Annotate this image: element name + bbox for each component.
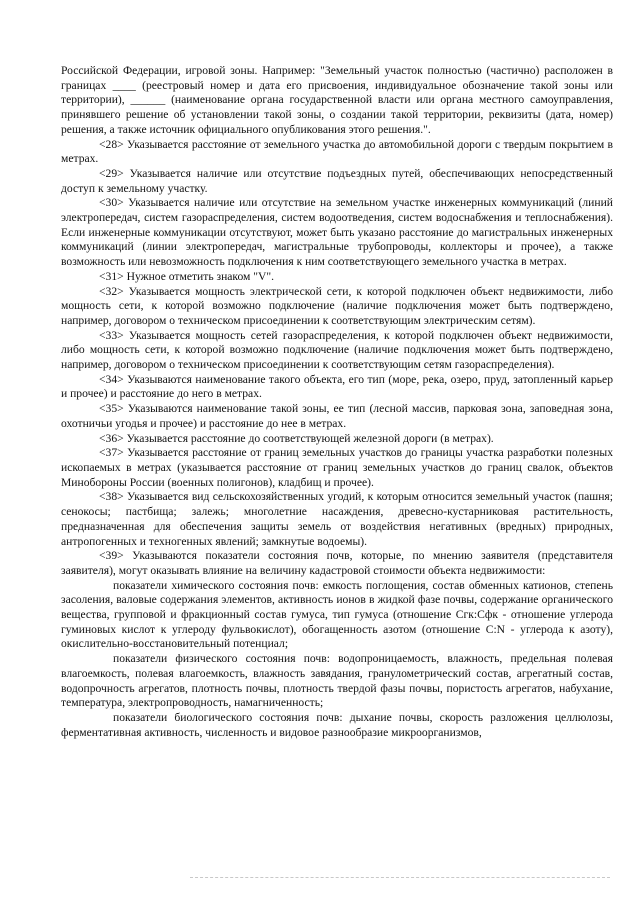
paragraph-continuation: Российской Федерации, игровой зоны. Например: "Земельный участок полностью (частично) расположен в границах ____ (реестровый номер и дата его присвоения, индивидуальное обозначение такой зоны или территории), ______ (наименование органа государственной власти или органа местного самоуправления, принявшего решение об установлении такой зоны, о создании такой территории, реквизиты (дата, номер) решения, а также источник официального опубликования этого решения.". [61,64,613,136]
footnote-35: <35> Указываются наименование такой зоны, ее тип (лесной массив, парковая зона, заповедная зона, охотничьи угодья и прочее) и расстояние до нее в метрах. [61,402,613,430]
footnote-28: <28> Указывается расстояние от земельного участка до автомобильной дороги с твердым покрытием в метрах. [61,137,613,166]
footnote-38: <38> Указывается вид сельскохозяйственных угодий, к которым относится земельный участок (пашня; сенокосы; пастбища; залежь; многолетние насаждения, древесно-кустарниковая растительность, предназначенная для обеспечения защиты земель от воздействия негативных (вредных) природных, антропогенных и техногенных явлений; замкнутые водоемы). [61,490,613,548]
soil-physical-indicators: показатели физического состояния почв: водопроницаемость, влажность, предельная полевая влагоемкость, полевая влагоемкость, влажность завядания, гранулометрический состав, агрегатный состав, водопрочность агрегатов, плотность почвы, плотность твердой фазы почвы, пористость агрегатов, набухание, температура, электропроводность, намагниченность; [61,652,613,710]
soil-chemical-indicators: показатели химического состояния почв: емкость поглощения, состав обменных катионов, степень засоления, валовые содержания элементов, активность ионов в жидкой фазе почвы, содержание органического вещества, групповой и фракционный состав гумуса, тип гумуса (отношение Сгк:Сфк - отношение углерода гуминовых кислот к углероду фульвокислот), обогащенность азотом (отношение C:N - углерода к азоту), окислительно-восстановительный потенциал; [61,578,613,651]
footnote-39: <39> Указываются показатели состояния почв, которые, по мнению заявителя (представителя заявителя), могут оказывать влияние на величину кадастровой стоимости объекта недвижимости: [61,549,613,577]
document-page [61,64,613,740]
footnote-29: <29> Указывается наличие или отсутствие подъездных путей, обеспечивающих непосредственный доступ к земельному участку. [61,166,613,195]
footnote-32: <32> Указывается мощность электрической сети, к которой подключен объект недвижимости, либо мощность сети, к которой возможно подключение (наличие подключения может быть подтверждено, например, договором о техническом присоединении к соответствующим электрическим сетям). [61,284,613,327]
footnote-36: <36> Указывается расстояние до соответствующей железной дороги (в метрах). [99,431,494,445]
page-bottom-divider [190,877,610,878]
footnote-37: <37> Указывается расстояние от границ земельных участков до границы участка разработки полезных ископаемых в метрах (указывается расстояние от границ земельных участков до границ свалок, объектов Минобороны России (военных полигонов), кладбищ и прочее). [61,446,613,489]
footnote-34: <34> Указываются наименование такого объекта, его тип (море, река, озеро, пруд, затопленный карьер и прочее) и расстояние до него в метрах. [61,372,613,401]
footnote-33: <33> Указывается мощность сетей газораспределения, к которой подключен объект недвижимости, либо мощность сети, к которой возможно подключение (наличие подключения может быть подтверждено, например, договором о техническом присоединении к соответствующим сетям газораспределения). [61,328,613,372]
footnote-31: <31> Нужное отметить знаком "V". [99,269,275,283]
soil-biological-indicators: показатели биологического состояния почв: дыхание почвы, скорость разложения целлюлозы, ферментативная активность, численность и видовое разнообразие микроорганизмов, [61,710,613,739]
footnote-30: <30> Указывается наличие или отсутствие на земельном участке инженерных коммуникаций (линий электропередач, систем газораспределения, систем водоотведения, систем водоснабжения и теплоснабжения). Если инженерные коммуникации отсутствуют, может быть указано расстояние до магистральных инженерных коммуникаций (линии электропередач, магистральные трубопроводы, коллекторы и прочее), а также возможность или невозможность подключения к ним соответствующего земельного участка в метрах. [61,196,613,269]
